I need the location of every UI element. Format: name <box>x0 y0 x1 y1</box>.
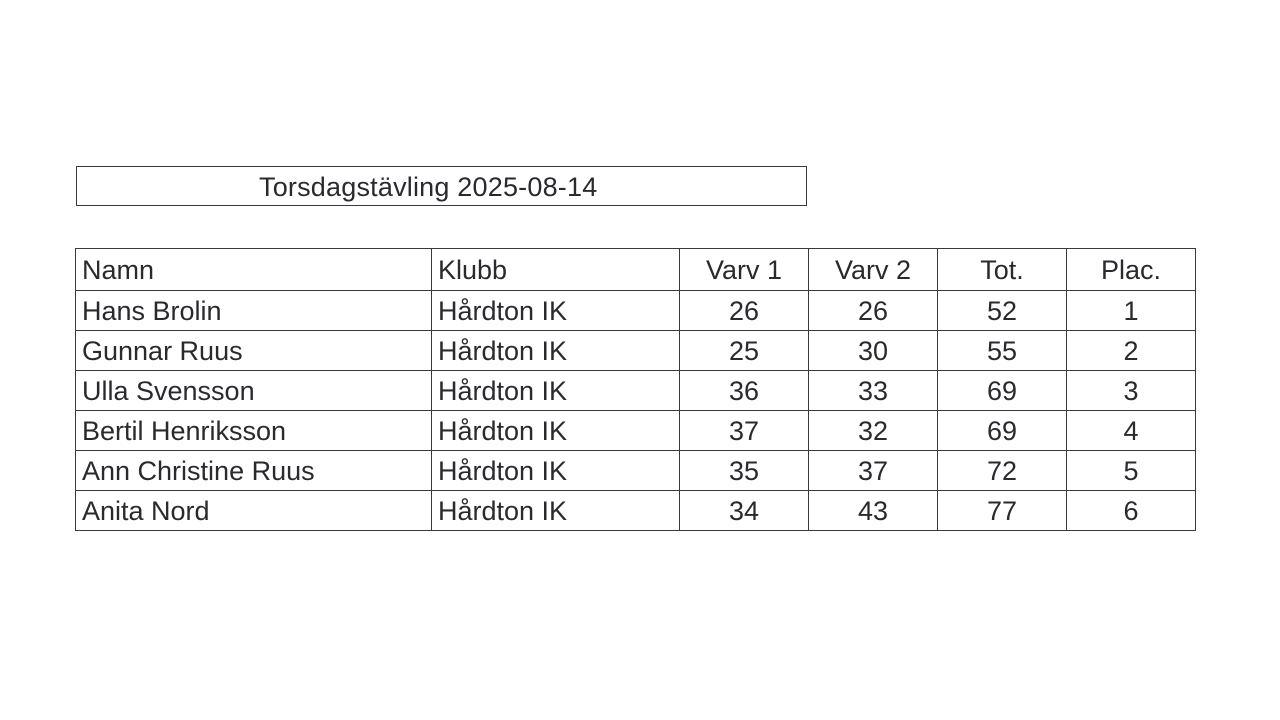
title-box <box>76 166 807 206</box>
cell-lap1: 34 <box>680 491 809 531</box>
cell-lap1: 26 <box>680 291 809 331</box>
cell-club: Hårdton IK <box>432 411 680 451</box>
cell-club: Hårdton IK <box>432 291 680 331</box>
cell-name: Hans Brolin <box>76 291 432 331</box>
header-lap2: Varv 2 <box>809 249 938 291</box>
table-row <box>76 491 1196 531</box>
cell-total: 69 <box>938 411 1067 451</box>
cell-total: 77 <box>938 491 1067 531</box>
cell-name: Ulla Svensson <box>76 371 432 411</box>
cell-lap2: 30 <box>809 331 938 371</box>
cell-club: Hårdton IK <box>432 331 680 371</box>
cell-place: 3 <box>1067 371 1196 411</box>
cell-name: Anita Nord <box>76 491 432 531</box>
table-row <box>76 331 1196 371</box>
cell-lap1: 36 <box>680 371 809 411</box>
table-row <box>76 411 1196 451</box>
cell-place: 5 <box>1067 451 1196 491</box>
cell-club: Hårdton IK <box>432 371 680 411</box>
cell-total: 52 <box>938 291 1067 331</box>
header-lap1: Varv 1 <box>680 249 809 291</box>
cell-place: 4 <box>1067 411 1196 451</box>
cell-place: 2 <box>1067 331 1196 371</box>
header-place: Plac. <box>1067 249 1196 291</box>
cell-lap1: 35 <box>680 451 809 491</box>
header-total: Tot. <box>938 249 1067 291</box>
table-row <box>76 371 1196 411</box>
cell-lap2: 37 <box>809 451 938 491</box>
cell-lap1: 37 <box>680 411 809 451</box>
page-title: Torsdagstävling 2025-08-14 <box>259 172 598 202</box>
table-header-row <box>76 249 1196 291</box>
header-name: Namn <box>76 249 432 291</box>
results-table <box>75 248 1196 531</box>
cell-lap1: 25 <box>680 331 809 371</box>
cell-total: 72 <box>938 451 1067 491</box>
cell-lap2: 33 <box>809 371 938 411</box>
cell-total: 55 <box>938 331 1067 371</box>
cell-place: 1 <box>1067 291 1196 331</box>
cell-lap2: 26 <box>809 291 938 331</box>
cell-place: 6 <box>1067 491 1196 531</box>
cell-lap2: 43 <box>809 491 938 531</box>
cell-total: 69 <box>938 371 1067 411</box>
cell-club: Hårdton IK <box>432 451 680 491</box>
cell-name: Bertil Henriksson <box>76 411 432 451</box>
cell-name: Gunnar Ruus <box>76 331 432 371</box>
cell-club: Hårdton IK <box>432 491 680 531</box>
cell-name: Ann Christine Ruus <box>76 451 432 491</box>
table-row <box>76 451 1196 491</box>
table-row <box>76 291 1196 331</box>
cell-lap2: 32 <box>809 411 938 451</box>
header-club: Klubb <box>432 249 680 291</box>
